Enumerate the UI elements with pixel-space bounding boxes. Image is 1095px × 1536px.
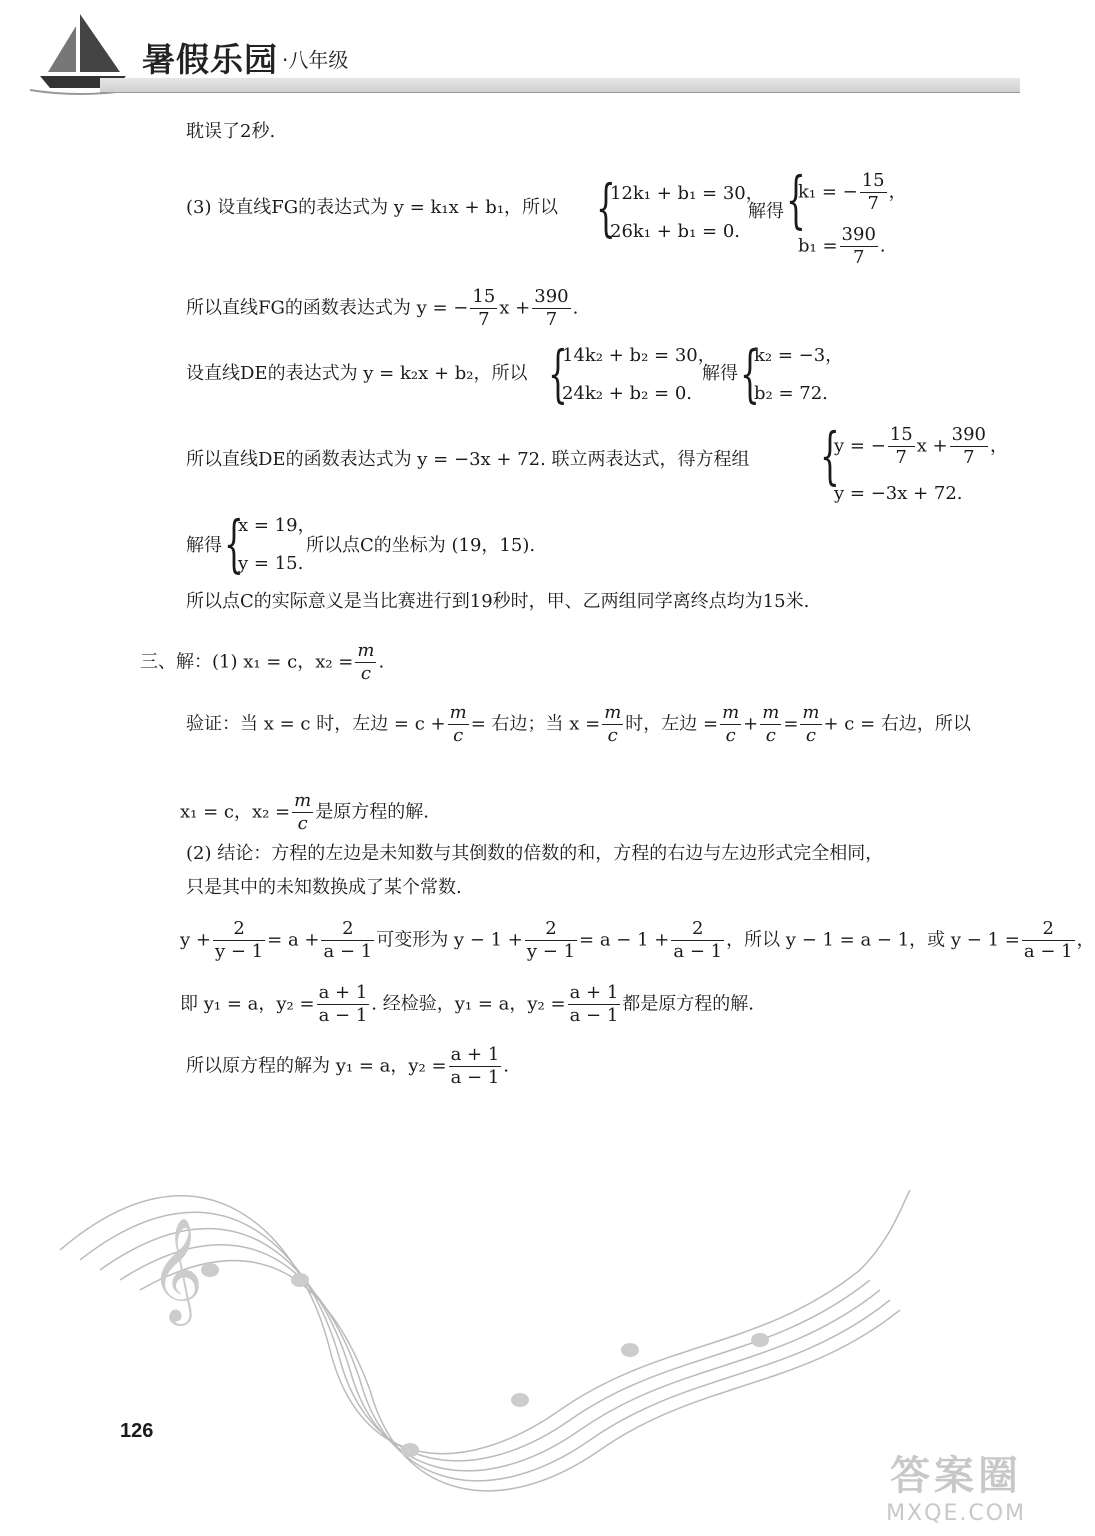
text-line: x₁ = c，x₂ = $\frac{m}{c}$ 是原方程的解. [180,790,429,834]
text-line: 验证：当 x = c 时，左边 = c + $\frac{m}{c}$ = 右边；当 x = $\frac{m}{c}$ 时，左边 = $\frac{m}{c}$ + $\frac{m}{c}$ = $\frac{m}{c}$ + c = 右边，所以 [186,702,971,746]
equation: y = −3x + 72. [834,483,963,504]
page-header [0,0,1056,100]
text-line: 所以原方程的解为 y₁ = a，y₂ = $\frac{a + 1}{a - 1}$ . [186,1044,510,1088]
page-number: 126 [120,1420,154,1442]
text-line: 解得 [702,363,738,384]
text-line: 即 y₁ = a，y₂ = $\frac{a + 1}{a - 1}$ . 经检验，y₁ = a，y₂ = $\frac{a + 1}{a - 1}$ 都是原方程的解. [180,982,755,1026]
equation: k₁ = − $\frac{15}{7}$ ， [798,170,907,214]
text-line: y + $\frac{2}{y - 1}$ = a + $\frac{2}{a - 1}$ 可变形为 y − 1 + $\frac{2}{y - 1}$ = a − 1 + $\frac{2}{a - 1}$ ，所以 y − 1 = a − 1，或 y − 1 = $\frac{2}{a - 1}$ ， [180,918,1095,962]
equation: 26k₁ + b₁ = 0. [610,221,740,242]
brace: { [224,507,244,580]
equation: b₁ = $\frac{390}{7}$ . [798,224,886,268]
text-line: 所以直线DE的函数表达式为 y = −3x + 72. 联立两表达式，得方程组 [186,449,750,470]
equation: y = 15. [238,553,304,574]
text-line: (3) 设直线FG的表达式为 y = k₁x + b₁，所以 [186,197,559,218]
text-line: 设直线DE的表达式为 y = k₂x + b₂，所以 [186,363,528,384]
equation: 12k₁ + b₁ = 30， [610,183,764,204]
equation: x = 19， [238,515,316,536]
text-line: 三、解：(1) x₁ = c，x₂ = $\frac{m}{c}$ . [140,640,385,684]
text-line: 耽误了2秒. [186,121,276,142]
text-line: 解得 [748,201,784,222]
text-line: 解得 [186,535,222,556]
equation: b₂ = 72. [754,383,828,404]
svg-text:𝄞: 𝄞 [150,1217,204,1322]
text-line: 只是其中的未知数换成了某个常数. [186,877,462,898]
text-line: (2) 结论：方程的左边是未知数与其倒数的倍数的和，方程的右边与左边形式完全相同， [186,843,884,864]
equation: 24k₂ + b₂ = 0. [562,383,692,404]
brace: { [596,171,616,244]
watermark: 答案圈 MXQE.COM [886,1453,1026,1526]
brace: { [786,163,806,236]
grade-label: ·八年级 [282,48,349,72]
text-line: 所以点C的坐标为 (19，15). [306,535,536,556]
equation: 14k₂ + b₂ = 30， [562,345,716,366]
equation: y = − $\frac{15}{7}$ x + $\frac{390}{7}$ ， [834,424,1009,468]
brace: { [820,419,840,492]
brace: { [740,337,760,410]
brace: { [548,337,568,410]
text-line: 所以点C的实际意义是当比赛进行到19秒时，甲、乙两组同学离终点均为15米. [186,591,810,612]
book-title: 暑假乐园 [142,40,278,79]
text-line: 所以直线FG的函数表达式为 y = − $\frac{15}{7}$ x + $\frac{390}{7}$ . [186,286,579,330]
equation: k₂ = −3， [754,345,844,366]
